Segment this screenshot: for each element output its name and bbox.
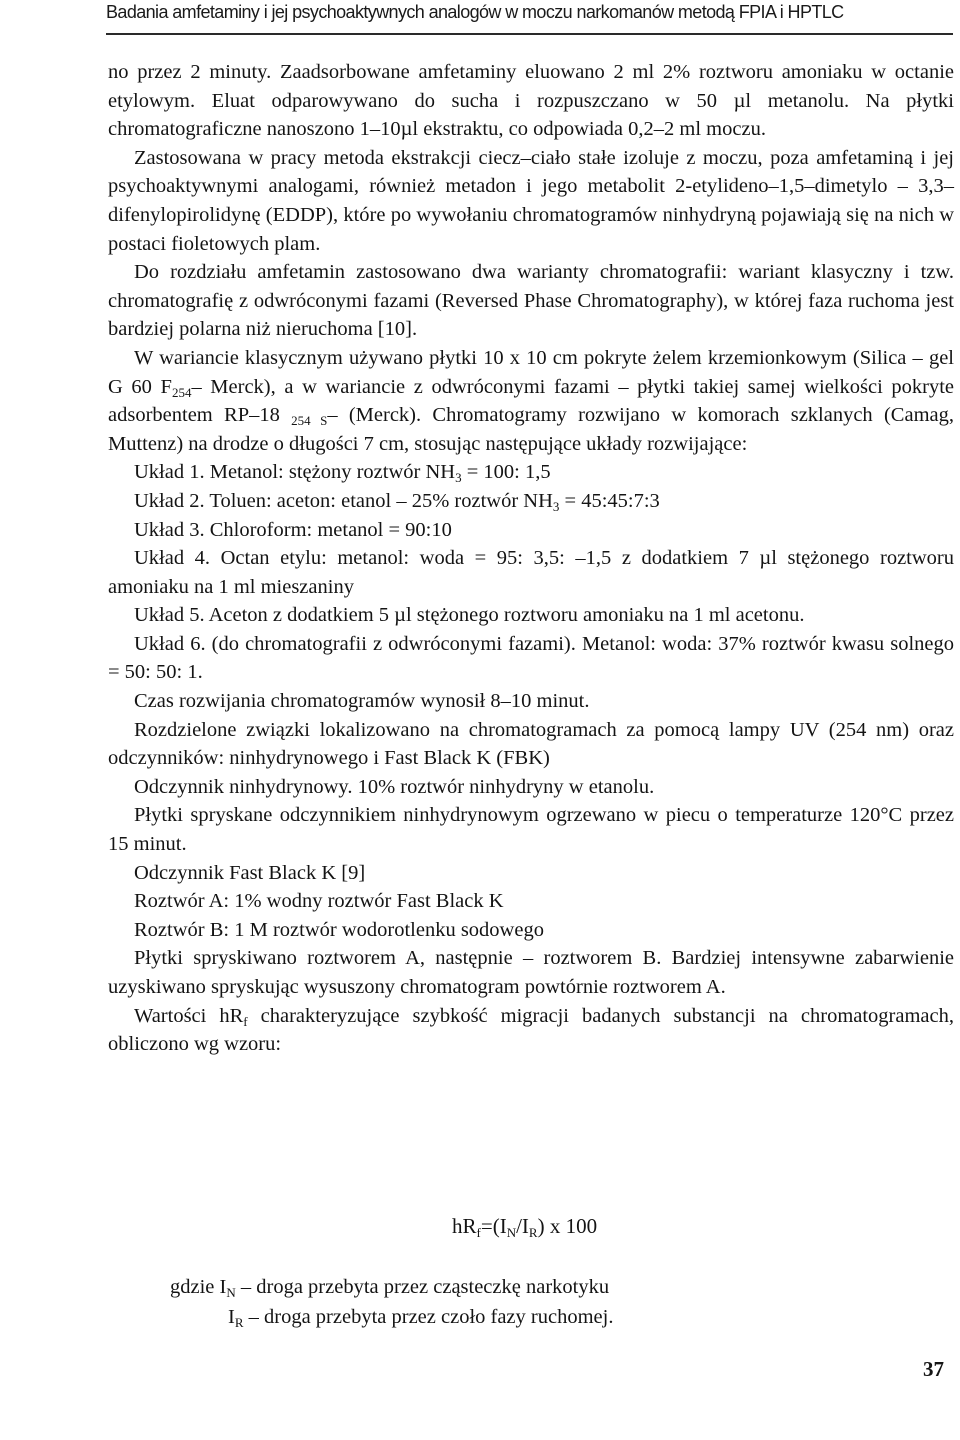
paragraph-run-time: Czas rozwijania chromatogramów wynosił 8–10 minut. (134, 690, 590, 713)
header-divider (106, 33, 953, 35)
paragraph-heating: Płytki spryskane odczynnikiem ninhydrynowym ogrzewano w piecu o temperaturze 120°C przez 15 minut. (108, 804, 954, 856)
system-2: Układ 2. Toluen: aceton: etanol – 25% roztwór $NH_3$ = 45:45:7:3 (134, 489, 660, 514)
paragraph-solution-a: Roztwór A: 1% wodny roztwór Fast Black K (134, 890, 504, 913)
hrf-formula: $hR_f=(I_N/I_R)$ x 100 (452, 1214, 598, 1240)
page-body (108, 58, 954, 1059)
paragraph-hrf: Wartości $hR_f$ charakteryzujące szybkość migracji badanych substancji na chromatogramach, obliczono wg wzoru: (108, 1004, 954, 1056)
paragraph-spraying: Płytki spryskiwano roztworem A, następnie – roztworem B. Bardziej intensywne zabarwienie uzyskiwano spryskując wysuszony chromatogram powtórnie roztworem A. (108, 947, 954, 998)
paragraph-plates: W wariancie klasycznym używano płytki 10 x 10 cm pokryte żelem krzemionkowym (Silica – gel G 60 $F_{254}-$ Merck), a w wariancie z odwróconymi fazami – płytki takiej samej wielkości pokryte adsorbentem RP–18 $_{254 S}$– (Merck). Chromatogramy rozwijano w komorach szklanych (Camag, Muttenz) na drodze o długości 7 cm, stosując następujące układy rozwijające: (108, 346, 954, 455)
system-1: Układ 1. Metanol: stężony roztwór $NH_3 = 100$: 1,5 (134, 461, 551, 486)
paragraph-solution-b: Roztwór B: 1 M roztwór wodorotlenku sodowego (134, 918, 544, 941)
formula-legend (170, 1272, 613, 1332)
paragraph-method: Zastosowana w pracy metoda ekstrakcji ciecz–ciało stałe izoluje z moczu, poza amfetaminą i jej psychoaktywnymi analogami, również metadon i jego metabolit 2-etylideno–1,5–dimetylo – 3,3–difenylopirolidynę (EDDP), które po wywołaniu chromatogramów ninhydryną pojawiają się na nich w postaci fioletowych plam. (108, 146, 954, 255)
system-5: Układ 5. Aceton z dodatkiem 5 µl stężonego roztworu amoniaku na 1 ml acetonu. (134, 604, 805, 627)
paragraph-extraction-end: no przez 2 minuty. Zaadsorbowane amfetaminy eluowano 2 ml 2% roztworu amoniaku w octanie etylowym. Eluat odparowywano do sucha i rozpuszczano w 50 µl metanolu. Na płytki chromatograficzne nanoszono 1–10µl ekstraktu, co odpowiada 0,2–2 ml moczu. (108, 61, 954, 141)
paragraph-fbk-reagent: Odczynnik Fast Black K [9] (134, 861, 366, 884)
running-header: Badania amfetaminy i jej psychoaktywnych analogów w moczu narkomanów metodą FPIA i HPTLC (106, 2, 844, 22)
legend-line-ir: $I_R$ – droga przebyta przez czoło fazy ruchomej. (228, 1306, 614, 1330)
system-4: Układ 4. Octan etylu: metanol: woda = 95: 3,5: –1,5 z dodatkiem 7 µl stężonego roztworu amoniaku na 1 ml mieszaniny (108, 547, 954, 598)
paragraph-ninhydrin-reagent: Odczynnik ninhydrynowy. 10% roztwór ninhydryny w etanolu. (134, 775, 655, 798)
paragraph-detection: Rozdzielone związki lokalizowano na chromatogramach za pomocą lampy UV (254 nm) oraz odczynników: ninhydrynowego i Fast Black K (FBK) (108, 718, 954, 770)
page-number: 37 (923, 1357, 944, 1381)
system-6: Układ 6. (do chromatografii z odwróconymi fazami). Metanol: woda: 37% roztwór kwasu solnego = 50: 50: 1. (108, 632, 954, 684)
legend-line-in: gdzie $I_N$ – droga przebyta przez cząsteczkę narkotyku (170, 1276, 610, 1300)
paragraph-variants: Do rozdziału amfetamin zastosowano dwa warianty chromatografii: wariant klasyczny i tzw. chromatografię z odwróconymi fazami (Reversed Phase Chromatography), w której faza ruchoma jest bardziej polarna niż nieruchoma [10]. (108, 261, 954, 341)
system-3: Układ 3. Chloroform: metanol = 90:10 (134, 518, 452, 541)
